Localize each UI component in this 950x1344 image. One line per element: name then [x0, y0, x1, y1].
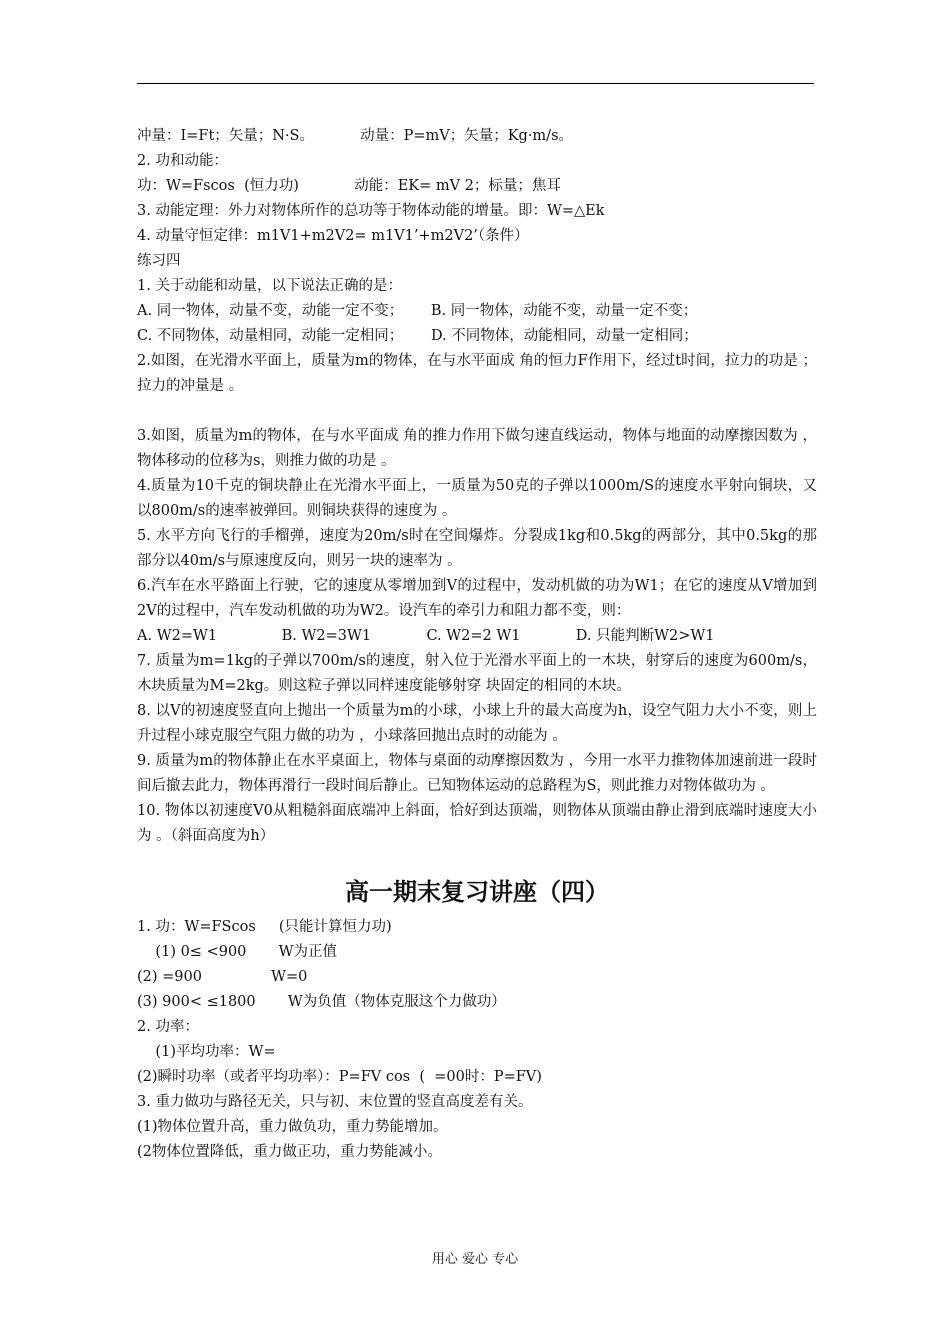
lecture-average-power: (1)平均功率：W= — [137, 1044, 276, 1060]
question-10: 10. 物体以初速度V0从粗糙斜面底端冲上斜面，恰好到达顶端，则物体从顶端由静止滑到底端时速度大小为 。（斜面高度为h） — [137, 803, 817, 844]
question-6: 6.汽车在水平路面上行驶，它的速度从零增加到V的过程中，发动机做的功为W1；在它的速度从V增加到2V的过程中，汽车发动机做的功为W2。设汽车的牵引力和阻力都不变，则： — [137, 578, 817, 619]
lecture-work-formula: 1. 功：W=FScos (只能计算恒力功) — [137, 919, 392, 935]
lecture-power-heading: 2. 功率： — [137, 1019, 199, 1035]
lecture-work-case-2: (2) =900 W=0 — [137, 969, 308, 985]
question-9: 9. 质量为m的物体静止在水平桌面上，物体与桌面的动摩擦因数为 ，今用一水平力推物体加速前进一段时间后撤去此力，物体再滑行一段时间后静止。已知物体运动的总路程为S，则此推力对物体做功为 。 — [137, 753, 817, 794]
spacer — [137, 399, 817, 424]
lecture-gravity-work: 3. 重力做功与路径无关，只与初、末位置的竖直高度差有关。 — [137, 1094, 533, 1110]
lecture-instant-power: (2)瞬时功率（或者平均功率）：P=FV cos ( =00时：P=FV) — [137, 1069, 542, 1085]
work-energy-heading: 2. 功和动能： — [137, 153, 228, 169]
question-1-options-ab: A. 同一物体，动量不变，动能一定不变； B. 同一物体，动能不变，动量一定不变； — [137, 303, 698, 319]
momentum-conservation: 4. 动量守恒定律：m1V1+m2V2= m1V1’+m2V2’（条件） — [137, 228, 529, 244]
lecture-work-case-3: (3) 900< ≤1800 W为负值（物体克服这个力做功） — [137, 994, 506, 1010]
question-6-options: A. W2=W1 B. W2=3W1 C. W2=2 W1 D. 只能判断W2>W1 — [137, 628, 715, 644]
question-4: 4.质量为10千克的铜块静止在光滑水平面上，一质量为50克的子弹以1000m/S的速度水平射向铜块，又以800m/s的速率被弹回。则铜块获得的速度为 。 — [137, 478, 817, 519]
page-footer: 用心 爱心 专心 — [431, 1252, 519, 1267]
page-content — [137, 124, 817, 1165]
work-formula-line: 功：W=Fscos (恒力功) 动能：EK= mV 2；标量；焦耳 — [137, 178, 561, 194]
kinetic-energy-theorem: 3. 动能定理：外力对物体所作的总功等于物体动能的增量。即：W=△Ek — [137, 203, 605, 219]
question-1-options-cd: C. 不同物体，动量相同，动能一定相同； D. 不同物体，动能相同，动量一定相同； — [137, 328, 698, 344]
exercise-heading: 练习四 — [137, 253, 181, 269]
question-2: 2.如图，在光滑水平面上，质量为m的物体，在与水平面成 角的恒力F作用下，经过t时间，拉力的功是 ；拉力的冲量是 。 — [137, 353, 817, 394]
impulse-momentum-line: 冲量：I=Ft；矢量；N·S。 动量：P=mV；矢量；Kg·m/s。 — [137, 128, 574, 144]
question-8: 8. 以V的初速度竖直向上抛出一个质量为m的小球，小球上升的最大高度为h，设空气阻力大小不变，则上升过程小球克服空气阻力做的功为 ，小球落回抛出点时的动能为 。 — [137, 703, 817, 744]
question-3: 3.如图，质量为m的物体，在与水平面成 角的推力作用下做匀速直线运动，物体与地面的动摩擦因数为 ，物体移动的位移为s，则推力做的功是 。 — [137, 428, 817, 469]
lecture-title: 高一期末复习讲座（四） — [345, 878, 609, 906]
lecture-work-case-1: (1) 0≤ <900 W为正值 — [137, 944, 338, 960]
lecture-gravity-fall: (2物体位置降低，重力做正功，重力势能减小。 — [137, 1144, 442, 1160]
question-1: 1. 关于动能和动量，以下说法正确的是： — [137, 278, 402, 294]
lecture-gravity-rise: (1)物体位置升高，重力做负功，重力势能增加。 — [137, 1119, 448, 1135]
question-7: 7. 质量为m=1kg的子弹以700m/s的速度，射入位于光滑水平面上的一木块，射穿后的速度为600m/s，木块质量为M=2kg。则这粒子弹以同样速度能够射穿 块固定的相同的木块。 — [137, 653, 817, 694]
question-5: 5. 水平方向飞行的手榴弹，速度为20m/s时在空间爆炸。分裂成1kg和0.5kg的两部分，其中0.5kg的那部分以40m/s与原速度反向，则另一块的速率为 。 — [137, 528, 817, 569]
header-rule — [137, 83, 814, 84]
